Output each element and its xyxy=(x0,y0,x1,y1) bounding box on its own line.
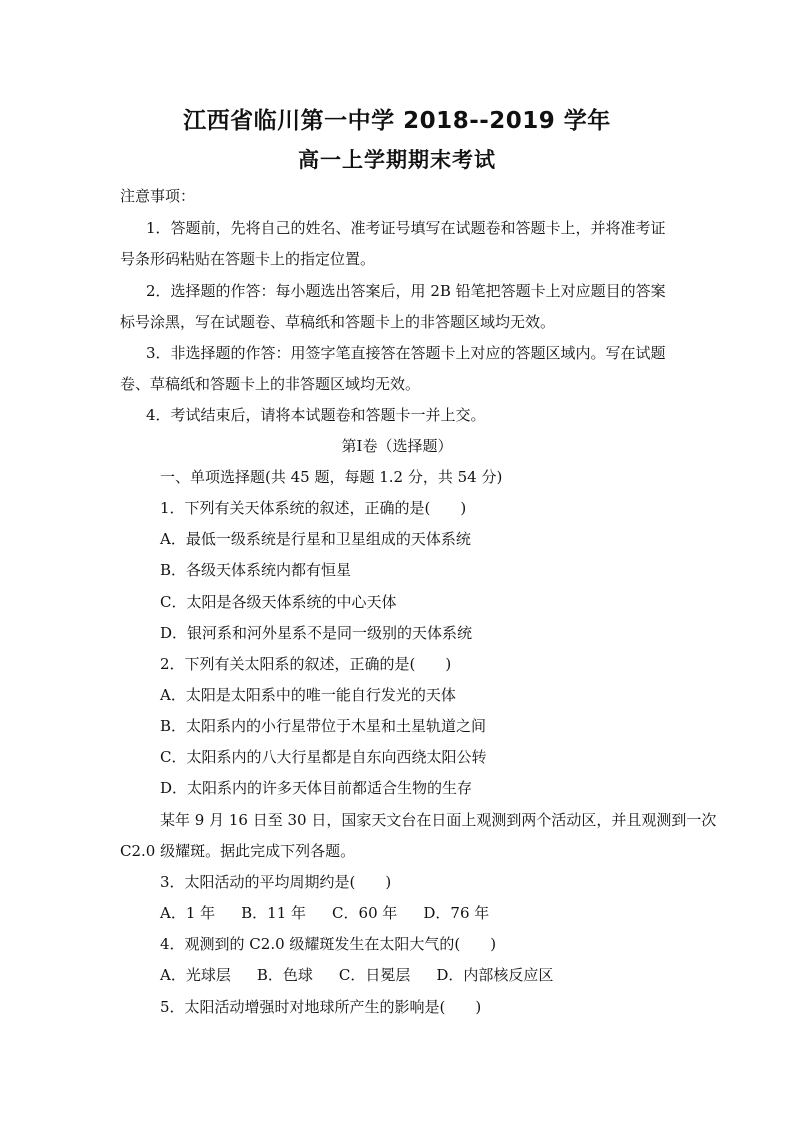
question-3-option-c: C．60 年 xyxy=(332,904,398,922)
question-2-option-b: B．太阳系内的小行星带位于木星和土星轨道之间 xyxy=(160,717,487,735)
question-1-option-a: A．最低一级系统是行星和卫星组成的天体系统 xyxy=(160,530,471,548)
question-1-option-b: B．各级天体系统内都有恒星 xyxy=(160,561,352,579)
question-1-option-d: D．银河系和河外星系不是同一级别的天体系统 xyxy=(160,624,473,642)
question-1-option-c: C．太阳是各级天体系统的中心天体 xyxy=(160,593,397,611)
note-3-line-1: 3．非选择题的作答：用签字笔直接答在答题卡上对应的答题区域内。写在试题 xyxy=(146,344,666,362)
passage-line-2: C2.0 级耀斑。据此完成下列各题。 xyxy=(120,842,356,860)
question-2-option-a: A．太阳是太阳系中的唯一能自行发光的天体 xyxy=(160,686,456,704)
question-2-option-d: D．太阳系内的许多天体目前都适合生物的生存 xyxy=(160,779,473,797)
volume-heading: 第Ⅰ卷（选择题） xyxy=(341,437,453,455)
exam-title: 江西省临川第一中学 2018--2019 学年 xyxy=(183,108,611,134)
question-2-option-c: C．太阳系内的八大行星都是自东向西绕太阳公转 xyxy=(160,748,487,766)
note-2-line-1: 2．选择题的作答：每小题选出答案后，用 2B 铅笔把答题卡上对应题目的答案 xyxy=(146,282,666,300)
notes-label: 注意事项： xyxy=(120,187,196,205)
note-1-line-1: 1．答题前，先将自己的姓名、准考证号填写在试题卷和答题卡上，并将准考证 xyxy=(146,219,666,237)
question-3: 3．太阳活动的平均周期约是( ) xyxy=(160,873,392,891)
exam-subtitle: 高一上学期期末考试 xyxy=(298,148,496,172)
note-4: 4．考试结束后，请将本试题卷和答题卡一并上交。 xyxy=(146,406,486,424)
question-4-option-d: D．内部核反应区 xyxy=(436,966,554,984)
question-4-option-b: B．色球 xyxy=(256,966,313,984)
question-4-options xyxy=(160,965,579,985)
passage-line-1: 某年 9 月 16 日至 30 日，国家天文台在日面上观测到两个活动区，并且观测到一次 xyxy=(160,811,717,829)
question-5: 5．太阳活动增强时对地球所产生的影响是( ) xyxy=(160,998,482,1016)
question-3-option-d: D．76 年 xyxy=(423,904,490,922)
question-3-option-a: A．1 年 xyxy=(160,904,216,922)
question-1: 1．下列有关天体系统的叙述，正确的是( ) xyxy=(160,499,467,517)
question-4-option-c: C．日冕层 xyxy=(338,966,411,984)
question-2: 2．下列有关太阳系的叙述，正确的是( ) xyxy=(160,655,452,673)
note-2-line-2: 标号涂黑，写在试题卷、草稿纸和答题卡上的非答题区域均无效。 xyxy=(120,313,556,331)
part-title: 一、单项选择题(共 45 题，每题 1.2 分，共 54 分) xyxy=(160,468,503,486)
question-3-option-b: B．11 年 xyxy=(241,904,307,922)
note-3-line-2: 卷、草稿纸和答题卡上的非答题区域均无效。 xyxy=(120,375,421,393)
question-3-options xyxy=(160,903,515,923)
question-4-option-a: A．光球层 xyxy=(160,966,231,984)
question-4: 4．观测到的 C2.0 级耀斑发生在太阳大气的( ) xyxy=(160,935,497,953)
note-1-line-2: 号条形码粘贴在答题卡上的指定位置。 xyxy=(120,250,376,268)
